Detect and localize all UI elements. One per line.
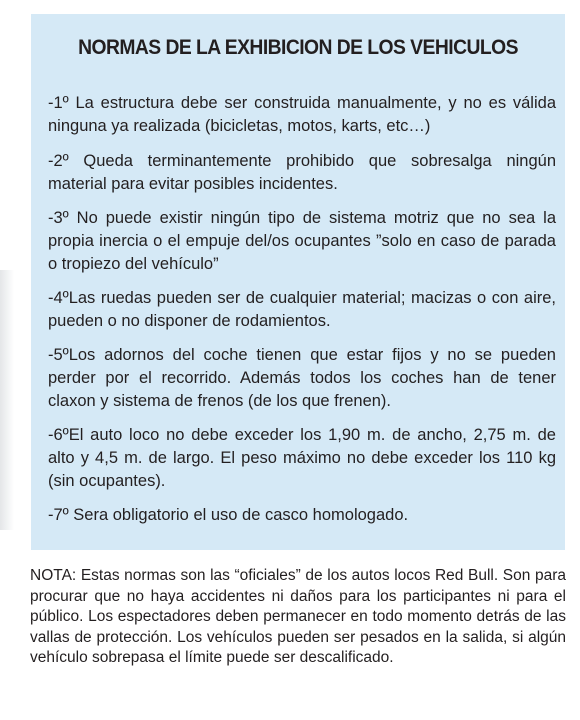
- rule-item-1: -1º La estructura debe ser construida manualmente, y no es válida ninguna ya realizada (bicicletas, motos, karts, etc…): [48, 94, 556, 135]
- rule-item-6: -6ºEl auto loco no debe exceder los 1,90 m. de ancho, 2,75 m. de alto y 4,5 m. de largo. El peso máximo no debe exceder los 110 kg (sin ocupantes).: [48, 426, 556, 490]
- rule-item-7: -7º Sera obligatorio el uso de casco homologado.: [48, 506, 409, 524]
- rules-panel: [31, 14, 565, 550]
- footnote-text: NOTA: Estas normas son las “oficiales” de los autos locos Red Bull. Son para procurar que no haya accidentes ni daños para los participantes ni para el público. Los espectadores deben permanecer en todo momento detrás de las vallas de protección. Los vehículos pueden ser pesados en la salida, si algún vehículo sobrepasa el límite puede ser descalificado.: [30, 567, 566, 666]
- rules-title: NORMAS DE LA EXHIBICION DE LOS VEHICULOS: [78, 36, 518, 59]
- rule-item-5: -5ºLos adornos del coche tienen que estar fijos y no se pueden perder por el recorrido. Además todos los coches han de tener claxon y sistema de frenos (de los que frenen).: [48, 346, 556, 410]
- page-edge-shadow: [0, 270, 14, 530]
- rule-item-2: -2º Queda terminantemente prohibido que sobresalga ningún material para evitar posibles incidentes.: [48, 152, 556, 193]
- rule-item-4: -4ºLas ruedas pueden ser de cualquier material; macizas o con aire, pueden o no disponer de rodamientos.: [48, 289, 556, 330]
- rules-list: [48, 92, 556, 527]
- rule-item-3: -3º No puede existir ningún tipo de sistema motriz que no sea la propia inercia o el empuje del/os ocupantes ”solo en caso de parada o tropiezo del vehículo”: [48, 209, 556, 273]
